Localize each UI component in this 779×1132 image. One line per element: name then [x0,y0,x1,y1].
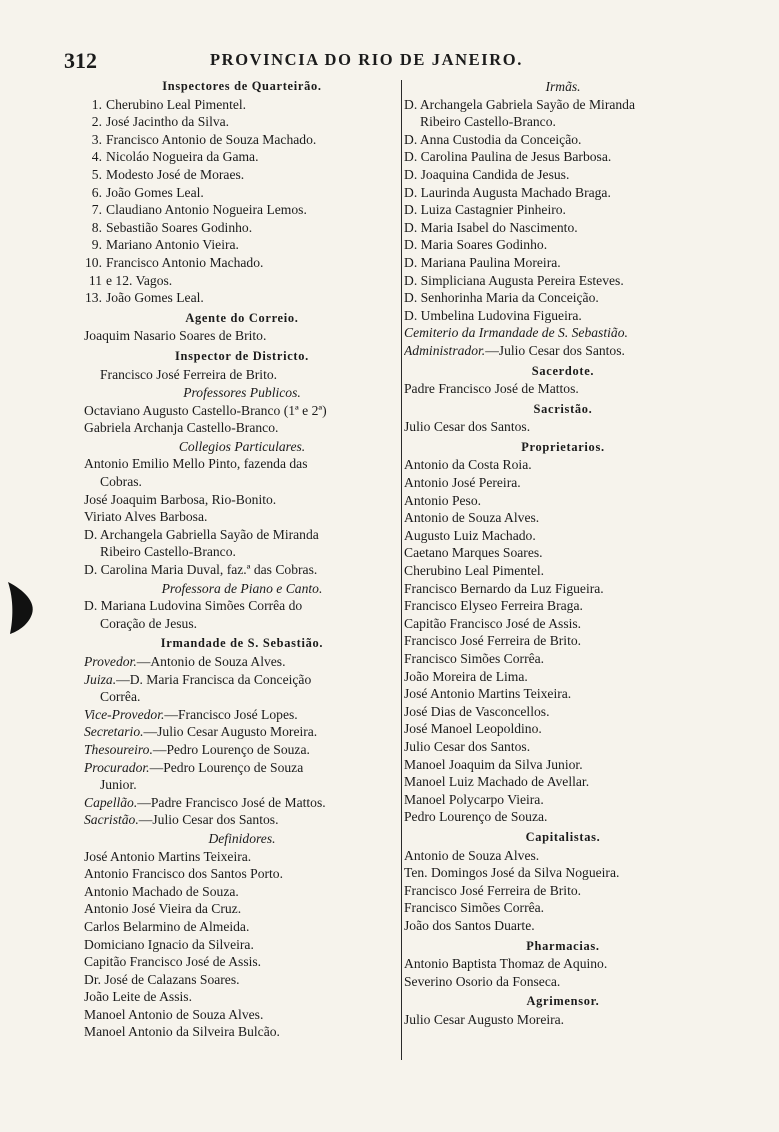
agrimensor-entry: Julio Cesar Augusto Moreira. [404,1011,565,1027]
cemiterio-title: Cemiterio da Irmandade de S. Sebastião. [404,325,628,341]
sacristao-heading: Sacristão. [533,401,593,416]
irmandade-officer: Sacristão.—Julio Cesar dos Santos. [84,812,279,828]
districto-heading: Inspector de Districto. [175,348,309,363]
collegio-entry: Antonio Emilio Mello Pinto, fazenda das [84,456,308,472]
irma-entry: D. Luiza Castagnier Pinheiro. [404,202,566,218]
proprietario-entry: Manoel Joaquim da Silva Junior. [404,756,583,772]
left-column [84,78,400,1041]
professores-heading: Professores Publicos. [183,385,301,401]
collegio-entry-cont: Cobras. [100,474,142,490]
proprietario-entry: Antonio José Pereira. [404,475,521,491]
irmandade-heading: Irmandade de S. Sebastião. [160,636,324,651]
irmandade-officer: Secretario.—Julio Cesar Augusto Moreira. [84,724,318,740]
inspector-row: 4. Nicoláo Nogueira da Gama. [91,149,259,165]
proprietario-entry: Francisco Elyseo Ferreira Braga. [404,598,583,614]
pharmacia-entry: Antonio Baptista Thomaz de Aquino. [404,956,608,972]
proprietario-entry: Augusto Luiz Machado. [404,527,536,543]
proprietario-entry: João Moreira de Lima. [404,668,528,684]
inspector-row: 10. Francisco Antonio Machado. [85,254,264,270]
proprietario-entry: Manoel Luiz Machado de Avellar. [404,774,590,790]
proprietario-entry: Capitão Francisco José de Assis. [404,615,582,631]
irma-entry: D. Archangela Gabriela Sayão de Miranda [404,96,636,112]
irma-entry: D. Senhorinha Maria da Conceição. [404,290,599,306]
proprietarios-heading: Proprietarios. [521,439,605,454]
irmandade-officer: Procurador.—Pedro Lourenço de Souza [84,759,304,775]
pharmacias-heading: Pharmacias. [526,938,600,953]
irma-entry: D. Maria Soares Godinho. [404,237,548,253]
piano-entry-cont: Coração de Jesus. [100,615,198,631]
pharmacia-entry: Severino Osorio da Fonseca. [404,973,561,989]
professor-entry: Gabriela Archanja Castello-Branco. [84,420,279,436]
inspector-row: 9. Mariano Antonio Vieira. [91,237,239,253]
column-rule [401,80,402,1060]
definidor-entry: Antonio Francisco dos Santos Porto. [84,866,283,882]
collegios-heading: Collegios Particulares. [178,438,306,454]
irma-entry: D. Maria Isabel do Nascimento. [404,219,578,235]
inspector-row: 3. Francisco Antonio de Souza Machado. [91,131,317,147]
proprietario-entry: Francisco Bernardo da Luz Figueira. [404,580,604,596]
proprietario-entry: Francisco José Ferreira de Brito. [404,633,582,649]
page-number: 312 [64,48,97,73]
proprietario-entry: José Antonio Martins Teixeira. [404,686,572,702]
capitalista-entry: Ten. Domingos José da Silva Nogueira. [404,865,620,881]
definidor-entry: José Antonio Martins Teixeira. [84,848,252,864]
running-head-title: PROVINCIA DO RIO DE JANEIRO. [210,50,523,69]
collegio-entry: Viriato Alves Barbosa. [84,509,208,525]
irmandade-officer: Capellão.—Padre Francisco José de Mattos. [84,794,326,810]
page-fold-mark [4,580,38,636]
inspector-row: 6. João Gomes Leal. [91,184,204,200]
inspector-row: 7. Claudiano Antonio Nogueira Lemos. [91,202,307,218]
definidor-entry: Domiciano Ignacio da Silveira. [84,936,254,952]
agrimensor-heading: Agrimensor. [526,994,600,1009]
irmandade-officer-cont: Junior. [100,777,137,793]
inspector-row: 11 e 12. Vagos. [88,272,173,288]
sacerdote-entry: Padre Francisco José de Mattos. [404,381,579,397]
irma-entry: D. Umbelina Ludovina Figueira. [404,307,582,323]
proprietario-entry: Pedro Lourenço de Souza. [404,809,548,825]
proprietario-entry: Julio Cesar dos Santos. [404,738,531,754]
correio-heading: Agente do Correio. [185,310,299,325]
definidor-entry: Antonio Machado de Souza. [84,883,239,899]
correio-agent: Joaquim Nasario Soares de Brito. [84,328,267,344]
inspector-row: 2. José Jacintho da Silva. [91,114,230,130]
definidor-entry: Carlos Belarmino de Almeida. [84,918,250,934]
inspector-row: 5. Modesto José de Moraes. [91,166,245,182]
proprietario-entry: Caetano Marques Soares. [404,545,543,561]
piano-entry: D. Mariana Ludovina Simões Corrêa do [84,598,303,614]
inspectores-heading: Inspectores de Quarteirão. [162,79,322,93]
proprietario-entry: Cherubino Leal Pimentel. [404,563,545,579]
capitalista-entry: Francisco José Ferreira de Brito. [404,882,582,898]
irmandade-officer: Thesoureiro.—Pedro Lourenço de Souza. [84,741,310,757]
definidor-entry: João Leite de Assis. [84,989,192,1005]
definidor-entry: Capitão Francisco José de Assis. [84,954,262,970]
irma-entry: D. Simpliciana Augusta Pereira Esteves. [404,272,624,288]
proprietario-entry: José Manoel Leopoldino. [404,721,542,737]
piano-heading: Professora de Piano e Canto. [161,580,323,596]
inspector-row: 8. Sebastião Soares Godinho. [91,219,253,235]
collegio-entry: D. Archangela Gabriella Sayão de Miranda [84,526,319,542]
collegio-entry: D. Carolina Maria Duval, faz.ª das Cobras. [84,562,318,578]
proprietario-entry: Manoel Polycarpo Vieira. [404,791,544,807]
administrador-entry: Administrador.—Julio Cesar dos Santos. [404,342,625,358]
collegio-entry-cont: Ribeiro Castello-Branco. [100,544,236,560]
inspector-row: 13. João Gomes Leal. [85,290,204,306]
professor-entry: Octaviano Augusto Castello-Branco (1ª e 2ª) [84,402,327,418]
proprietario-entry: Antonio de Souza Alves. [404,510,540,526]
sacristao-entry: Julio Cesar dos Santos. [404,419,531,435]
proprietario-entry: Francisco Simões Corrêa. [404,651,545,666]
proprietario-entry: Antonio Peso. [404,492,482,508]
collegio-entry: José Joaquim Barbosa, Rio-Bonito. [84,491,277,507]
capitalista-entry: João dos Santos Duarte. [404,917,535,933]
irma-entry: D. Mariana Paulina Moreira. [404,254,561,270]
proprietario-entry: José Dias de Vasconcellos. [404,703,550,719]
definidor-entry: Antonio José Vieira da Cruz. [84,901,242,917]
capitalista-entry: Francisco Simões Corrêa. [404,900,545,916]
proprietario-entry: Antonio da Costa Roia. [404,457,532,473]
irma-entry: D. Laurinda Augusta Machado Braga. [404,184,611,200]
definidor-entry: Manoel Antonio da Silveira Bulcão. [84,1024,280,1040]
irma-entry: D. Anna Custodia da Conceição. [404,131,582,147]
sacerdote-heading: Sacerdote. [531,363,595,378]
definidores-heading: Definidores. [208,830,276,846]
irmandade-officer: Vice-Provedor.—Francisco José Lopes. [84,706,298,722]
irmandade-officer: Juiza.—D. Maria Francisca da Conceição [84,671,312,687]
definidor-entry: Dr. José de Calazans Soares. [84,971,240,987]
irmandade-officer-cont: Corrêa. [100,689,141,705]
irma-entry: D. Joaquina Candida de Jesus. [404,166,570,182]
irmandade-officer: Provedor.—Antonio de Souza Alves. [84,654,286,669]
inspector-row: 1. Cherubino Leal Pimentel. [91,96,247,112]
irma-entry: D. Carolina Paulina de Jesus Barbosa. [404,149,612,165]
districto-inspector: Francisco José Ferreira de Brito. [100,366,278,382]
irma-entry-cont: Ribeiro Castello-Branco. [420,114,556,130]
capitalista-entry: Antonio de Souza Alves. [404,847,540,863]
right-column [404,78,722,1028]
definidor-entry: Manoel Antonio de Souza Alves. [84,1006,264,1022]
irmas-heading: Irmãs. [545,79,581,94]
capitalistas-heading: Capitalistas. [525,829,601,844]
